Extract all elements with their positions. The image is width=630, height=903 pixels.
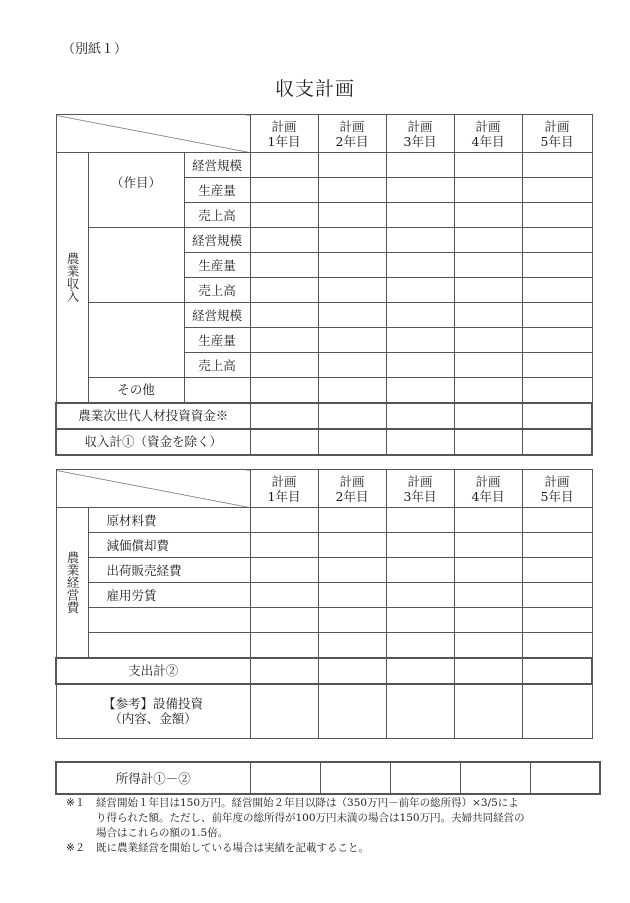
expense-item-label: 減価償却費 xyxy=(88,533,250,558)
input-cell[interactable] xyxy=(318,203,386,228)
attachment-label: （別紙１） xyxy=(62,42,128,57)
input-cell[interactable] xyxy=(522,684,592,739)
note-line: 既に農業経営を開始している場合は実績を記載すること。 xyxy=(96,842,369,854)
input-cell[interactable] xyxy=(318,608,386,633)
input-cell[interactable] xyxy=(318,178,386,203)
input-cell[interactable] xyxy=(250,253,318,278)
other-spec-cell[interactable] xyxy=(184,378,250,403)
reference-investment-label: 【参考】設備投資 （内容、金額） xyxy=(56,684,250,739)
row-label-sales: 売上高 xyxy=(184,278,250,303)
plan-year-header: 計画 5年目 xyxy=(522,470,592,508)
plan-year-header: 計画 2年目 xyxy=(318,470,386,508)
row-label-scale: 経営規模 xyxy=(184,153,250,178)
expense-category-label: 農業経営費 xyxy=(56,508,88,658)
input-cell[interactable] xyxy=(250,658,318,684)
input-cell[interactable] xyxy=(318,303,386,328)
plan-year-header: 計画 4年目 xyxy=(454,115,522,153)
input-cell[interactable] xyxy=(386,508,454,533)
diagonal-header-cell xyxy=(56,115,250,153)
input-cell[interactable] xyxy=(522,533,592,558)
diagonal-header-cell xyxy=(56,470,250,508)
input-cell[interactable] xyxy=(454,508,522,533)
input-cell[interactable] xyxy=(454,429,522,455)
crop-name-cell[interactable] xyxy=(88,228,184,303)
input-cell[interactable] xyxy=(386,153,454,178)
input-cell[interactable] xyxy=(318,508,386,533)
input-cell[interactable] xyxy=(530,762,600,794)
note-1 xyxy=(66,796,525,841)
income-category-label: 農業収入 xyxy=(56,153,88,403)
row-label-scale: 経営規模 xyxy=(184,228,250,253)
input-cell[interactable] xyxy=(454,608,522,633)
plan-year-header: 計画 5年目 xyxy=(522,115,592,153)
input-cell[interactable] xyxy=(318,684,386,739)
input-cell[interactable] xyxy=(386,583,454,608)
input-cell[interactable] xyxy=(522,633,592,658)
input-cell[interactable] xyxy=(454,684,522,739)
input-cell[interactable] xyxy=(522,328,592,353)
input-cell[interactable] xyxy=(522,608,592,633)
input-cell[interactable] xyxy=(320,762,390,794)
input-cell[interactable] xyxy=(386,633,454,658)
input-cell[interactable] xyxy=(522,303,592,328)
income-table xyxy=(55,114,593,456)
input-cell[interactable] xyxy=(318,353,386,378)
input-cell[interactable] xyxy=(318,633,386,658)
input-cell[interactable] xyxy=(454,378,522,403)
subsidy-label: 農業次世代人材投資資金※ xyxy=(56,403,250,429)
note-mark: ※２ xyxy=(66,842,86,854)
input-cell[interactable] xyxy=(522,253,592,278)
input-cell[interactable] xyxy=(522,403,592,429)
input-cell[interactable] xyxy=(454,403,522,429)
crop-label: （作目） xyxy=(88,153,184,228)
crop-name-cell[interactable] xyxy=(88,303,184,378)
input-cell[interactable] xyxy=(454,583,522,608)
input-cell[interactable] xyxy=(318,253,386,278)
input-cell[interactable] xyxy=(386,403,454,429)
expense-item-label[interactable] xyxy=(88,608,250,633)
input-cell[interactable] xyxy=(390,762,460,794)
notes xyxy=(66,796,525,856)
input-cell[interactable] xyxy=(250,328,318,353)
input-cell[interactable] xyxy=(454,658,522,684)
input-cell[interactable] xyxy=(522,429,592,455)
input-cell[interactable] xyxy=(318,658,386,684)
input-cell[interactable] xyxy=(318,328,386,353)
note-line: り得られた額。ただし、前年度の総所得が100万円未満の場合は150万円。夫婦共同経営の xyxy=(96,812,525,824)
expense-item-label: 出荷販売経費 xyxy=(88,558,250,583)
input-cell[interactable] xyxy=(386,178,454,203)
plan-year-header: 計画 2年目 xyxy=(318,115,386,153)
expense-header-row xyxy=(56,470,592,508)
input-cell[interactable] xyxy=(250,203,318,228)
row-label-production: 生産量 xyxy=(184,253,250,278)
input-cell[interactable] xyxy=(454,558,522,583)
input-cell[interactable] xyxy=(454,153,522,178)
input-cell[interactable] xyxy=(386,228,454,253)
note-line: 経営開始１年目は150万円。経営開始２年目以降は（350万円－前年の総所得）×3/5によ xyxy=(96,797,519,809)
input-cell[interactable] xyxy=(386,558,454,583)
input-cell[interactable] xyxy=(522,278,592,303)
input-cell[interactable] xyxy=(318,583,386,608)
input-cell[interactable] xyxy=(318,429,386,455)
row-label-sales: 売上高 xyxy=(184,353,250,378)
input-cell[interactable] xyxy=(522,228,592,253)
input-cell[interactable] xyxy=(522,378,592,403)
input-cell[interactable] xyxy=(250,583,318,608)
input-cell[interactable] xyxy=(250,278,318,303)
input-cell[interactable] xyxy=(250,684,318,739)
expense-total-label: 支出計② xyxy=(56,658,250,684)
income-header-row xyxy=(56,115,592,153)
input-cell[interactable] xyxy=(386,253,454,278)
input-cell[interactable] xyxy=(454,303,522,328)
input-cell[interactable] xyxy=(386,533,454,558)
input-cell[interactable] xyxy=(250,303,318,328)
input-cell[interactable] xyxy=(454,633,522,658)
input-cell[interactable] xyxy=(522,658,592,684)
note-2 xyxy=(66,841,525,856)
input-cell[interactable] xyxy=(522,353,592,378)
input-cell[interactable] xyxy=(318,153,386,178)
other-label: その他 xyxy=(88,378,184,403)
net-income-label: 所得計①－② xyxy=(56,762,250,794)
input-cell[interactable] xyxy=(386,328,454,353)
plan-year-header: 計画 1年目 xyxy=(250,115,318,153)
input-cell[interactable] xyxy=(250,178,318,203)
input-cell[interactable] xyxy=(250,762,320,794)
page-title: 収支計画 xyxy=(274,78,355,100)
input-cell[interactable] xyxy=(318,533,386,558)
note-mark: ※１ xyxy=(66,797,86,809)
input-cell[interactable] xyxy=(522,153,592,178)
note-line: 場合はこれらの額の1.5倍。 xyxy=(96,827,229,839)
input-cell[interactable] xyxy=(386,684,454,739)
row-label-production: 生産量 xyxy=(184,178,250,203)
input-cell[interactable] xyxy=(250,153,318,178)
input-cell[interactable] xyxy=(454,253,522,278)
expense-item-label: 雇用労賃 xyxy=(88,583,250,608)
input-cell[interactable] xyxy=(386,278,454,303)
plan-year-header: 計画 3年目 xyxy=(386,115,454,153)
input-cell[interactable] xyxy=(460,762,530,794)
expense-item-label[interactable] xyxy=(88,633,250,658)
plan-year-header: 計画 1年目 xyxy=(250,470,318,508)
input-cell[interactable] xyxy=(386,608,454,633)
input-cell[interactable] xyxy=(386,658,454,684)
input-cell[interactable] xyxy=(250,608,318,633)
input-cell[interactable] xyxy=(386,429,454,455)
input-cell[interactable] xyxy=(386,203,454,228)
plan-year-header: 計画 4年目 xyxy=(454,470,522,508)
input-cell[interactable] xyxy=(250,378,318,403)
input-cell[interactable] xyxy=(454,328,522,353)
input-cell[interactable] xyxy=(522,508,592,533)
input-cell[interactable] xyxy=(318,378,386,403)
input-cell[interactable] xyxy=(522,558,592,583)
input-cell[interactable] xyxy=(250,403,318,429)
input-cell[interactable] xyxy=(318,228,386,253)
input-cell[interactable] xyxy=(454,353,522,378)
input-cell[interactable] xyxy=(522,583,592,608)
input-cell[interactable] xyxy=(454,278,522,303)
input-cell[interactable] xyxy=(250,508,318,533)
row-label-sales: 売上高 xyxy=(184,203,250,228)
input-cell[interactable] xyxy=(250,558,318,583)
input-cell[interactable] xyxy=(454,228,522,253)
input-cell[interactable] xyxy=(318,403,386,429)
plan-year-header: 計画 3年目 xyxy=(386,470,454,508)
input-cell[interactable] xyxy=(386,378,454,403)
input-cell[interactable] xyxy=(318,278,386,303)
expense-table xyxy=(55,469,593,739)
input-cell[interactable] xyxy=(250,228,318,253)
input-cell[interactable] xyxy=(386,353,454,378)
row-label-scale: 経営規模 xyxy=(184,303,250,328)
input-cell[interactable] xyxy=(522,178,592,203)
input-cell[interactable] xyxy=(386,303,454,328)
row-label-production: 生産量 xyxy=(184,328,250,353)
input-cell[interactable] xyxy=(250,533,318,558)
expense-item-label: 原材料費 xyxy=(88,508,250,533)
input-cell[interactable] xyxy=(250,633,318,658)
input-cell[interactable] xyxy=(454,533,522,558)
input-cell[interactable] xyxy=(250,353,318,378)
input-cell[interactable] xyxy=(318,558,386,583)
net-income-table xyxy=(55,761,601,795)
input-cell[interactable] xyxy=(454,178,522,203)
input-cell[interactable] xyxy=(250,429,318,455)
input-cell[interactable] xyxy=(522,203,592,228)
income-total-label: 収入計①（資金を除く） xyxy=(56,429,250,455)
input-cell[interactable] xyxy=(454,203,522,228)
